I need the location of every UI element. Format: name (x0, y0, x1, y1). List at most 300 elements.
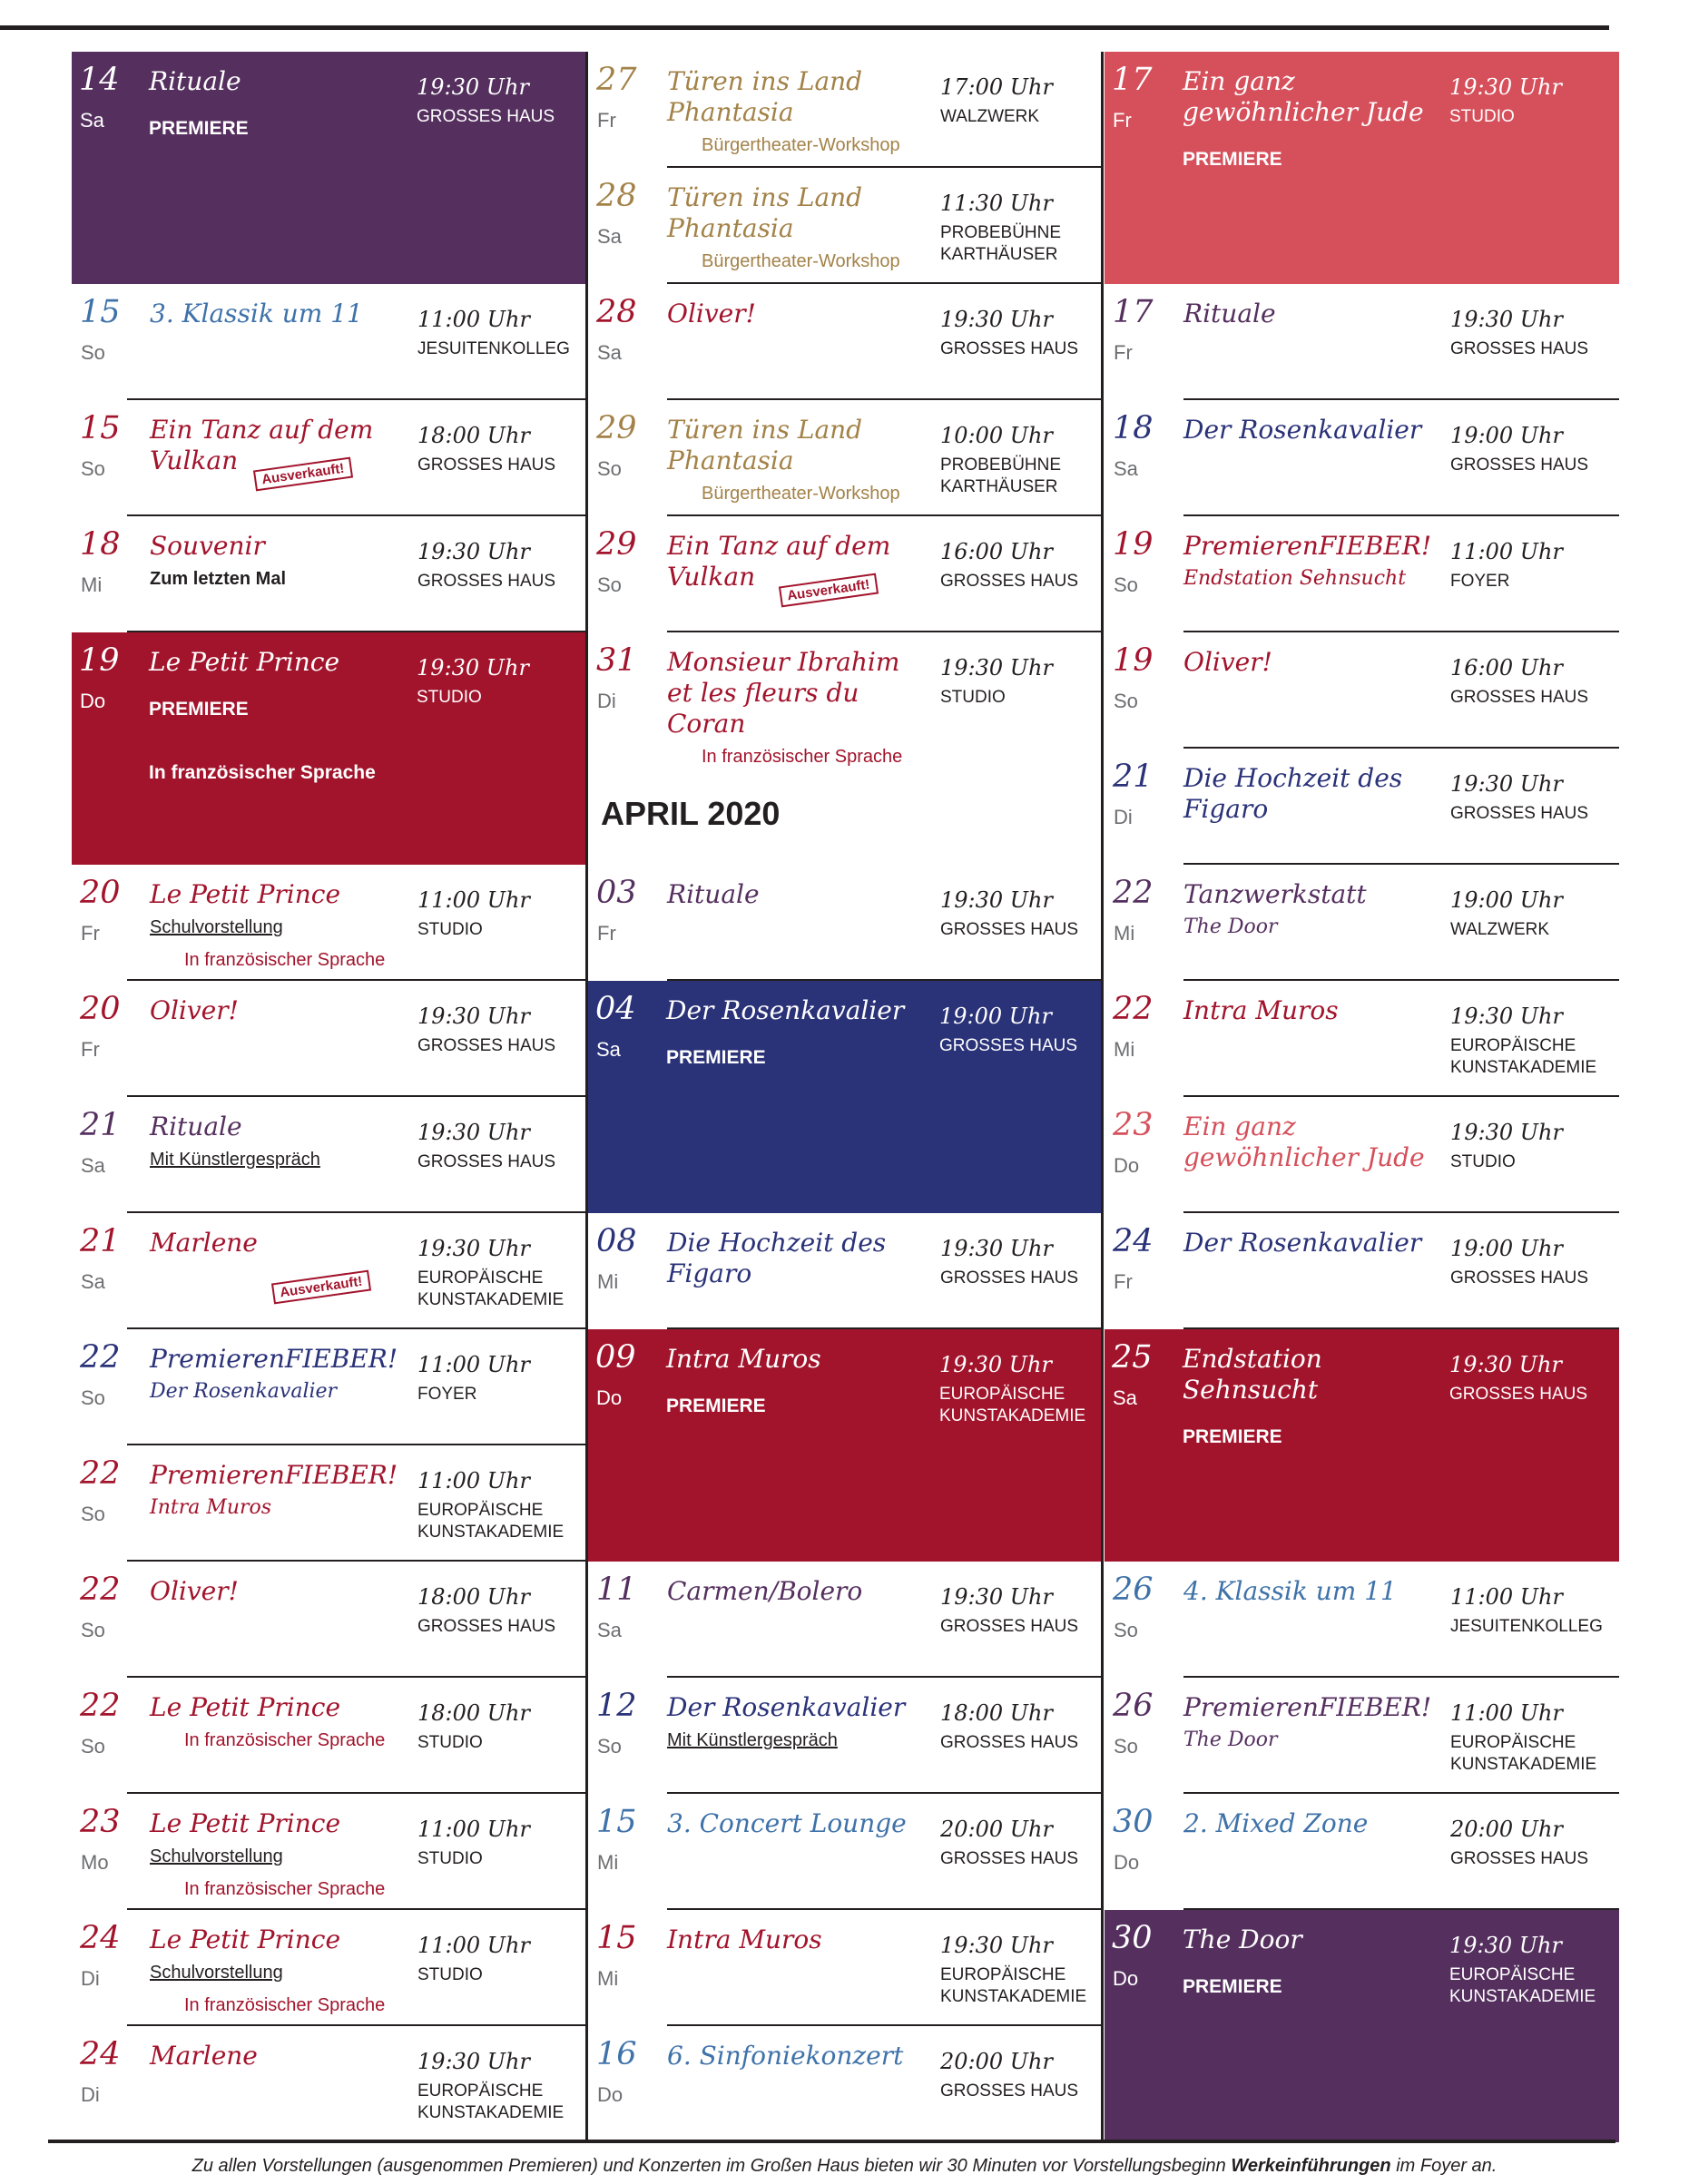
event-time: 10:00 Uhr (940, 423, 1053, 448)
event-title (1183, 879, 1441, 943)
event-day: 04 (595, 991, 636, 1027)
month-heading-april: APRIL 2020 (601, 795, 781, 832)
event-title-text: Tanzwerkstatt (1183, 879, 1367, 909)
event-day: 27 (596, 62, 637, 98)
event-title-text: PremierenFIEBER! (1183, 1692, 1432, 1722)
event-day: 15 (596, 1804, 637, 1840)
event-venue: EUROPÄISCHE KUNSTAKADEMIE (417, 1501, 565, 1542)
event-le-petit-prince[interactable] (72, 632, 586, 865)
event-le-petit-prince[interactable] (73, 1678, 586, 1794)
event-title-text: Le Petit Prince (150, 1808, 341, 1838)
event-venue: FOYER (417, 1385, 477, 1404)
event-time: 19:30 Uhr (417, 1236, 530, 1261)
event-title-text: Ein Tanz auf dem Vulkan (667, 531, 891, 592)
event-die-hochzeit-des-figaro[interactable] (589, 1213, 1103, 1329)
event-weekday: Sa (80, 109, 104, 132)
event-title (1183, 299, 1441, 329)
event-title-text: Rituale (667, 879, 760, 909)
event-time: 11:00 Uhr (1450, 539, 1563, 564)
event-title-text: 6. Sinfoniekonzert (667, 2041, 904, 2071)
event-endstation-sehnsucht[interactable] (1105, 1329, 1619, 1562)
event-day: 28 (596, 294, 637, 330)
event-time: 19:00 Uhr (1450, 1236, 1563, 1261)
event-title (1183, 1924, 1440, 2003)
event-weekday: Sa (81, 1270, 105, 1293)
event-day: 15 (80, 294, 121, 330)
event-weekday: Do (1114, 1154, 1140, 1177)
event-le-petit-prince[interactable] (73, 865, 586, 981)
premiere-label: PREMIERE (1183, 149, 1282, 170)
event-venue: GROSSES HAUS (1450, 455, 1589, 475)
event-subtitle: The Door (1183, 1729, 1278, 1751)
event-venue: JESUITENKOLLEG (1450, 1617, 1603, 1636)
event-venue: PROBEBÜHNE KARTHÄUSER (940, 455, 1062, 496)
event-subtitle: Intra Muros (150, 1496, 272, 1519)
event-premierenfieber[interactable] (73, 1445, 586, 1562)
event-weekday: Do (1114, 1851, 1140, 1874)
event-day: 29 (596, 526, 637, 563)
event-weekday: Mi (81, 573, 103, 596)
event-intra-muros[interactable] (588, 1329, 1103, 1562)
event-venue: EUROPÄISCHE KUNSTAKADEMIE (417, 2081, 565, 2122)
event-weekday: Fr (1114, 1270, 1133, 1293)
event-time: 19:30 Uhr (940, 1933, 1053, 1958)
event-title-text: Oliver! (150, 995, 239, 1025)
event-carmen-bolero[interactable] (589, 1562, 1103, 1678)
event-time: 11:00 Uhr (417, 1352, 530, 1377)
event-weekday: Do (80, 690, 106, 712)
event-venue: GROSSES HAUS (940, 2081, 1079, 2101)
event-title-text: PremierenFIEBER! (150, 1344, 398, 1374)
event-weekday: Fr (81, 922, 100, 945)
event-title-text: PremierenFIEBER! (150, 1460, 398, 1490)
event-weekday: Fr (81, 1038, 100, 1061)
event-time: 19:30 Uhr (417, 74, 529, 100)
event-intra-muros[interactable] (589, 1910, 1103, 2026)
event-title (666, 995, 930, 1073)
event-weekday: Di (597, 690, 616, 712)
event-venue: STUDIO (417, 688, 482, 707)
event-time: 19:30 Uhr (940, 655, 1053, 681)
event-title-text: Oliver! (150, 1576, 239, 1606)
language-note: In französischer Sprache (149, 762, 376, 783)
event-title (150, 1460, 408, 1523)
event-oliver[interactable] (73, 981, 586, 1097)
event-die-hochzeit-des-figaro[interactable] (1105, 749, 1619, 865)
event-title-text: Rituale (150, 1112, 242, 1141)
event-venue: EUROPÄISCHE KUNSTAKADEMIE (417, 1268, 565, 1309)
event-time: 11:00 Uhr (417, 887, 530, 913)
premiere-label: PREMIERE (666, 1047, 766, 1068)
event-title (149, 647, 408, 788)
event-day: 25 (1112, 1339, 1153, 1376)
event-time: 19:30 Uhr (1450, 771, 1563, 797)
event-time: 11:00 Uhr (1450, 1584, 1563, 1610)
event-venue: WALZWERK (940, 107, 1040, 126)
event-time: 19:30 Uhr (1449, 1933, 1562, 1958)
event-premierenfieber[interactable] (1105, 1678, 1619, 1794)
event-time: 11:30 Uhr (940, 191, 1053, 216)
event-title-text: Marlene (150, 1228, 258, 1258)
event-4-klassik-um-11[interactable] (1105, 1562, 1619, 1678)
event-day: 21 (1113, 759, 1154, 795)
event-venue: GROSSES HAUS (940, 572, 1079, 591)
event-title (149, 66, 408, 144)
event-der-rosenkavalier[interactable] (589, 1678, 1103, 1794)
event-time: 19:30 Uhr (417, 1120, 530, 1145)
event-weekday: So (1114, 690, 1138, 712)
event-venue: EUROPÄISCHE KUNSTAKADEMIE (1449, 1965, 1596, 2006)
event-subtitle: Endstation Sehnsucht (1183, 567, 1407, 590)
event-day: 22 (80, 1688, 121, 1724)
event-title-text: Ein ganz gewöhnlicher Jude (1183, 66, 1424, 127)
event-time: 19:30 Uhr (1450, 1120, 1563, 1145)
event-weekday: So (81, 1735, 105, 1758)
event-venue: GROSSES HAUS (940, 1268, 1079, 1288)
event-title (1183, 531, 1441, 594)
event-title (150, 995, 408, 1026)
event-subtitle: Bürgertheater-Workshop (702, 251, 900, 271)
event-venue: GROSSES HAUS (417, 1617, 556, 1636)
premiere-label: PREMIERE (149, 118, 249, 139)
event-ein-ganz-gewohnlicher-jude[interactable] (1105, 52, 1619, 284)
event-title (667, 1576, 931, 1607)
event-der-rosenkavalier[interactable] (588, 981, 1103, 1213)
event-venue: EUROPÄISCHE KUNSTAKADEMIE (1450, 1733, 1597, 1774)
event-day: 29 (596, 410, 637, 446)
event-title (667, 879, 931, 910)
event-oliver[interactable] (1105, 632, 1619, 749)
event-time: 19:30 Uhr (1450, 1004, 1563, 1029)
event-title (1183, 415, 1441, 446)
event-day: 30 (1112, 1920, 1153, 1956)
event-title-text: Monsieur Ibrahim et les fleurs du Coran (667, 647, 900, 739)
event-title (150, 1808, 408, 1905)
event-day: 22 (1113, 991, 1154, 1027)
event-title-text: Der Rosenkavalier (666, 995, 905, 1025)
event-day: 30 (1113, 1804, 1154, 1840)
event-day: 19 (79, 642, 120, 679)
event-weekday: Sa (597, 1619, 622, 1641)
event-title (667, 1692, 931, 1756)
event-day: 16 (596, 2036, 637, 2072)
bottom-rule (48, 2140, 1615, 2143)
event-turen-ins-land-phantasia[interactable] (589, 400, 1103, 516)
event-time: 11:00 Uhr (417, 307, 530, 332)
event-time: 18:00 Uhr (417, 1700, 530, 1726)
event-day: 09 (595, 1339, 636, 1376)
event-le-petit-prince[interactable] (73, 1794, 586, 1910)
event-time: 19:30 Uhr (940, 887, 1053, 913)
event-rituale[interactable] (1105, 284, 1619, 400)
event-time: 19:30 Uhr (939, 1352, 1052, 1377)
event-weekday: Mo (81, 1851, 109, 1874)
event-venue: GROSSES HAUS (417, 107, 555, 126)
event-day: 12 (596, 1688, 637, 1724)
event-day: 24 (80, 2036, 121, 2072)
event-venue: GROSSES HAUS (940, 1849, 1079, 1868)
event-subtitle-language: In französischer Sprache (184, 950, 386, 970)
event-time: 18:00 Uhr (417, 1584, 530, 1610)
event-day: 26 (1113, 1688, 1154, 1724)
event-time: 11:00 Uhr (417, 1468, 530, 1494)
event-title (667, 1924, 931, 1955)
event-weekday: Sa (1113, 1386, 1137, 1409)
event-day: 20 (80, 991, 121, 1027)
event-title-text: Türen ins Land Phantasia (667, 182, 863, 243)
event-weekday: Fr (1114, 341, 1133, 364)
event-subtitle[interactable]: Mit Künstlergespräch (150, 1150, 320, 1170)
event-title (666, 1344, 930, 1422)
event-venue: GROSSES HAUS (1450, 804, 1589, 823)
event-title (150, 1344, 408, 1407)
event-weekday: Di (81, 2083, 100, 2106)
premiere-label: PREMIERE (666, 1396, 766, 1416)
event-weekday: So (597, 573, 622, 596)
event-der-rosenkavalier[interactable] (1105, 400, 1619, 516)
event-day: 22 (1113, 875, 1154, 911)
column-separator (1101, 52, 1104, 2140)
event-subtitle[interactable]: Schulvorstellung (150, 1963, 283, 1983)
event-day: 19 (1113, 642, 1154, 679)
event-rituale[interactable] (73, 1097, 586, 1213)
event-time: 19:30 Uhr (1449, 1352, 1562, 1377)
event-monsieur-ibrahim-et-les-fleurs-du-coran[interactable] (589, 632, 1103, 767)
premiere-label: PREMIERE (149, 699, 249, 720)
event-title-text: Der Rosenkavalier (667, 1692, 906, 1722)
event-weekday: So (1114, 573, 1138, 596)
event-rituale[interactable] (72, 52, 586, 284)
event-title (1183, 763, 1441, 825)
event-oliver[interactable] (73, 1562, 586, 1678)
event-subtitle: Der Rosenkavalier (150, 1380, 338, 1403)
event-turen-ins-land-phantasia[interactable] (589, 52, 1103, 168)
event-subtitle: The Door (1183, 916, 1278, 938)
event-title-text: Intra Muros (666, 1344, 821, 1374)
event-marlene[interactable] (73, 1213, 586, 1329)
event-venue: PROBEBÜHNE KARTHÄUSER (940, 223, 1062, 264)
event-subtitle: In französischer Sprache (184, 1730, 386, 1750)
event-the-door[interactable] (1105, 1910, 1619, 2142)
event-weekday: Mi (1114, 922, 1135, 945)
event-weekday: Mi (597, 1967, 619, 1990)
event-day: 14 (79, 62, 120, 98)
event-time: 19:30 Uhr (417, 2049, 530, 2074)
event-time: 19:00 Uhr (939, 1004, 1052, 1029)
event-title-text: Le Petit Prince (150, 1692, 341, 1722)
event-day: 23 (1113, 1107, 1154, 1143)
event-venue: STUDIO (1449, 107, 1515, 126)
event-title-text: Marlene (150, 2041, 258, 2071)
event-tanzwerkstatt[interactable] (1105, 865, 1619, 981)
event-weekday: Sa (596, 1038, 621, 1061)
event-day: 15 (80, 410, 121, 446)
event-time: 20:00 Uhr (940, 1817, 1053, 1842)
event-venue: GROSSES HAUS (940, 1733, 1079, 1752)
event-day: 22 (80, 1572, 121, 1608)
event-title (1183, 647, 1441, 678)
event-day: 19 (1113, 526, 1154, 563)
event-venue: STUDIO (940, 688, 1006, 707)
event-title-text: Die Hochzeit des Figaro (1183, 763, 1403, 824)
event-ein-tanz-auf-dem-vulkan[interactable] (73, 400, 586, 516)
event-weekday: Sa (1114, 457, 1138, 480)
event-day: 24 (80, 1920, 121, 1956)
event-weekday: So (597, 1735, 622, 1758)
event-venue: GROSSES HAUS (417, 1036, 556, 1055)
event-weekday: Mi (597, 1851, 619, 1874)
event-rituale[interactable] (589, 865, 1103, 981)
event-6-sinfoniekonzert[interactable] (589, 2026, 1103, 2142)
event-day: 31 (596, 642, 637, 679)
event-day: 17 (1112, 62, 1153, 98)
event-venue: STUDIO (417, 1849, 483, 1868)
event-title (667, 1808, 931, 1839)
event-title (667, 299, 931, 329)
column-separator (585, 52, 588, 2140)
event-premierenfieber[interactable] (1105, 516, 1619, 632)
event-day: 18 (1113, 410, 1154, 446)
event-day: 15 (596, 1920, 637, 1956)
event-weekday: Fr (597, 922, 616, 945)
event-subtitle-language: In französischer Sprache (184, 1879, 386, 1899)
event-title (150, 299, 408, 329)
event-title (1183, 1808, 1441, 1839)
event-title-text: Oliver! (1183, 647, 1272, 677)
event-subtitle-language: In französischer Sprache (184, 1995, 386, 2015)
event-title-text: 3. Concert Lounge (667, 1808, 907, 1838)
event-title (667, 415, 931, 509)
event-time: 18:00 Uhr (940, 1700, 1053, 1726)
event-title (150, 2041, 408, 2071)
event-venue: EUROPÄISCHE KUNSTAKADEMIE (1450, 1036, 1597, 1077)
footnote-end: im Foyer an. (1390, 2156, 1498, 2176)
event-title (150, 879, 408, 975)
event-weekday: So (81, 1503, 105, 1525)
event-2-mixed-zone[interactable] (1105, 1794, 1619, 1910)
event-day: 22 (80, 1339, 121, 1376)
event-title (1183, 1576, 1441, 1607)
event-time: 17:00 Uhr (940, 74, 1053, 100)
event-title-text: Intra Muros (1183, 995, 1339, 1025)
event-time: 19:30 Uhr (940, 1584, 1053, 1610)
event-venue: FOYER (1450, 572, 1510, 591)
event-title-text: Der Rosenkavalier (1183, 415, 1422, 445)
event-venue: STUDIO (417, 1733, 483, 1752)
event-weekday: Do (596, 1386, 623, 1409)
event-title-text: Die Hochzeit des Figaro (667, 1228, 887, 1288)
event-venue: GROSSES HAUS (417, 1152, 556, 1171)
event-subtitle[interactable]: Schulvorstellung (150, 1846, 283, 1866)
event-time: 11:00 Uhr (417, 1933, 530, 1958)
event-weekday: So (81, 1386, 105, 1409)
event-title (1183, 1344, 1440, 1453)
event-time: 16:00 Uhr (1450, 655, 1563, 681)
event-venue: GROSSES HAUS (939, 1036, 1078, 1055)
premiere-label: PREMIERE (1183, 1426, 1282, 1447)
event-subtitle: Zum letzten Mal (150, 569, 287, 589)
event-day: 17 (1113, 294, 1154, 330)
event-day: 08 (596, 1223, 637, 1259)
event-title-text: Le Petit Prince (149, 647, 340, 677)
event-weekday: Mi (597, 1270, 619, 1293)
sold-out-badge: Ausverkauft! (253, 457, 353, 492)
event-title (1183, 66, 1440, 175)
event-time: 19:30 Uhr (1450, 307, 1563, 332)
event-title (1183, 1692, 1441, 1756)
event-venue: STUDIO (417, 1965, 483, 1984)
event-weekday: So (81, 457, 105, 480)
event-intra-muros[interactable] (1105, 981, 1619, 1097)
event-weekday: So (597, 457, 622, 480)
event-time: 19:30 Uhr (417, 655, 529, 681)
event-weekday: Do (1113, 1967, 1139, 1990)
event-title-text: 2. Mixed Zone (1183, 1808, 1369, 1838)
event-weekday: Fr (597, 109, 616, 132)
event-3-klassik-um-11[interactable] (73, 284, 586, 400)
sold-out-badge: Ausverkauft! (779, 573, 879, 608)
event-turen-ins-land-phantasia[interactable] (589, 168, 1103, 284)
event-subtitle[interactable]: Schulvorstellung (150, 917, 283, 937)
event-le-petit-prince[interactable] (73, 1910, 586, 2026)
event-day: 03 (596, 875, 637, 911)
event-title (150, 1924, 408, 2021)
event-time: 20:00 Uhr (1450, 1817, 1563, 1842)
event-time: 19:00 Uhr (1450, 423, 1563, 448)
event-weekday: Mi (1114, 1038, 1135, 1061)
event-3-concert-lounge[interactable] (589, 1794, 1103, 1910)
event-time: 11:00 Uhr (1450, 1700, 1563, 1726)
event-venue: GROSSES HAUS (1450, 1268, 1589, 1288)
event-time: 19:30 Uhr (417, 539, 530, 564)
event-venue: EUROPÄISCHE KUNSTAKADEMIE (940, 1965, 1087, 2006)
event-venue: GROSSES HAUS (417, 572, 556, 591)
event-title (1183, 1228, 1441, 1258)
event-ein-ganz-gewohnlicher-jude[interactable] (1105, 1097, 1619, 1213)
event-day: 21 (80, 1223, 121, 1259)
event-day: 18 (80, 526, 121, 563)
event-title-text: The Door (1183, 1924, 1302, 1954)
event-time: 19:30 Uhr (940, 1236, 1053, 1261)
event-title-text: Ein ganz gewöhnlicher Jude (1183, 1112, 1425, 1172)
event-title-text: Carmen/Bolero (667, 1576, 863, 1606)
event-weekday: Sa (597, 341, 622, 364)
footnote-text: Zu allen Vorstellungen (ausgenommen Premieren) und Konzerten im Großen Haus bieten wir 30 Minuten vor Vorstellungsbeginn (191, 2156, 1232, 2176)
event-time: 19:00 Uhr (1450, 887, 1563, 913)
event-title-text: Ein Tanz auf dem Vulkan (150, 415, 374, 475)
event-venue: WALZWERK (1450, 920, 1550, 939)
event-title-text: Türen ins Land Phantasia (667, 66, 863, 127)
event-title (667, 66, 931, 161)
event-day: 23 (80, 1804, 121, 1840)
event-time: 18:00 Uhr (417, 423, 530, 448)
event-weekday: Do (597, 2083, 624, 2106)
event-subtitle[interactable]: Mit Künstlergespräch (667, 1730, 838, 1750)
event-title (667, 2041, 931, 2071)
top-rule (0, 25, 1609, 30)
event-ein-tanz-auf-dem-vulkan[interactable] (589, 516, 1103, 632)
event-venue: GROSSES HAUS (940, 339, 1079, 358)
event-marlene[interactable] (73, 2026, 586, 2142)
event-oliver[interactable] (589, 284, 1103, 400)
event-title-text: Le Petit Prince (150, 879, 341, 909)
event-title-text: Türen ins Land Phantasia (667, 415, 863, 475)
event-der-rosenkavalier[interactable] (1105, 1213, 1619, 1329)
event-souvenir[interactable] (73, 516, 586, 632)
event-time: 11:00 Uhr (417, 1817, 530, 1842)
event-premierenfieber[interactable] (73, 1329, 586, 1445)
event-time: 16:00 Uhr (940, 539, 1053, 564)
